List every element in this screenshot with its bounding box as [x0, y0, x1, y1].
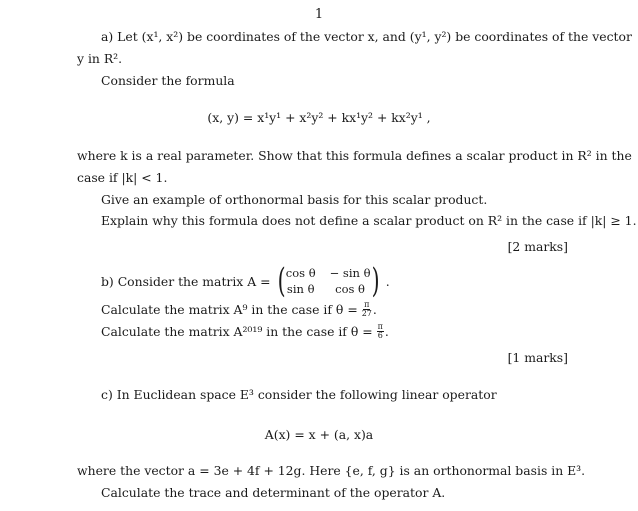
vector-definition: where the vector a = 3e + 4f + 12g. Here {e, f, g} is an orthonormal basis in E³.: [77, 463, 586, 478]
matrix-intro: b) Consider the matrix A =: [101, 273, 271, 289]
linear-operator-formula: A(x) = x + (a, x)a: [264, 427, 374, 442]
matrix-cell: cos θ: [285, 266, 316, 280]
fraction-pi-6: $\frac{\pi}{6}$: [377, 322, 383, 340]
part-b-marks: [1 marks]: [507, 350, 568, 365]
scalar-product-formula: (x, y) = x¹y¹ + x²y² + kx¹y² + kx²y¹ ,: [207, 110, 431, 125]
right-paren: ): [371, 261, 380, 301]
rotation-matrix: [275, 261, 382, 301]
calc-a2019-text: Calculate the matrix A²⁰¹⁹ in the case if θ =: [101, 324, 373, 339]
consider-formula-text: Consider the formula: [101, 73, 235, 88]
part-c-intro: c) In Euclidean space E³ consider the following linear operator: [101, 387, 497, 402]
matrix-cell: sin θ: [286, 282, 315, 296]
part-a-line-1: a) Let (x¹, x²) be coordinates of the vector x, and (y¹, y²) be coordinates of the vector: [101, 29, 632, 44]
orthonormal-basis-question: Give an example of orthonormal basis for this scalar product.: [101, 192, 488, 207]
parameter-text-line-1: where k is a real parameter. Show that this formula defines a scalar product in R² in the: [77, 148, 632, 163]
trace-determinant-question: Calculate the trace and determinant of the operator A.: [101, 485, 446, 500]
explain-question: Explain why this formula does not define a scalar product on R² in the case if |k| ≥ 1.: [101, 213, 637, 228]
part-a-marks: [2 marks]: [507, 239, 568, 254]
matrix-definition: [101, 261, 390, 301]
matrix-cell: − sin θ: [329, 266, 371, 280]
calc-a2019-line: Calculate the matrix A²⁰¹⁹ in the case if θ = $\frac{\pi}{6}$ .: [101, 322, 389, 340]
part-a-line-2: y in R².: [77, 51, 123, 66]
left-paren: (: [277, 261, 286, 301]
fraction-pi-27: $\frac{\pi}{27}$: [361, 300, 372, 318]
matrix-cell: cos θ: [335, 282, 365, 296]
matrix-period: .: [385, 273, 390, 289]
calc-a9-line: Calculate the matrix A⁹ in the case if θ = $\frac{\pi}{27}$ .: [101, 300, 377, 318]
page-number: 1: [314, 7, 324, 22]
calc-a9-text: Calculate the matrix A⁹ in the case if θ =: [101, 302, 358, 317]
parameter-text-line-2: case if |k| < 1.: [77, 170, 168, 185]
